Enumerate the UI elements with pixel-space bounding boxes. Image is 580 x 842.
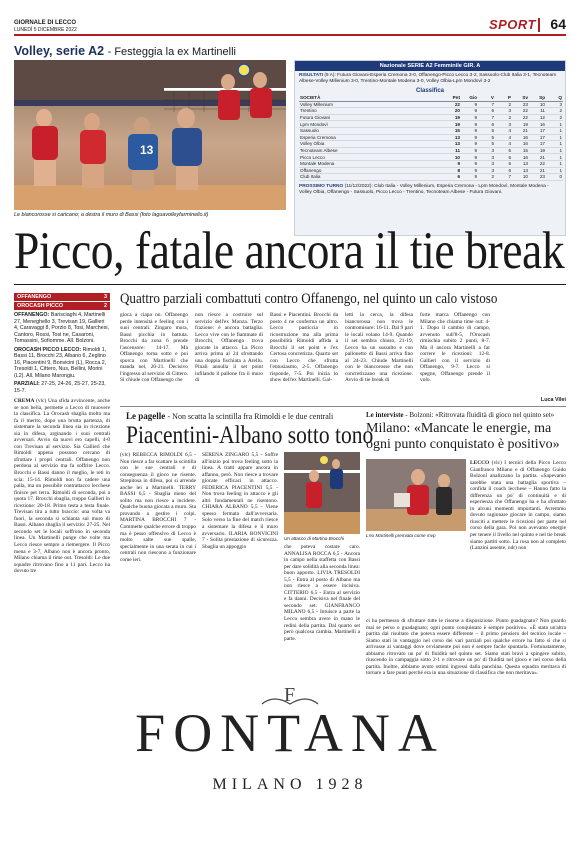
standings-column-header: SOCIETÀ xyxy=(299,95,444,102)
table-row xyxy=(299,154,563,161)
monogram-letter: F xyxy=(284,684,296,706)
author-signature: Luca Vilei xyxy=(540,397,566,403)
mvp-photo-image xyxy=(366,459,466,531)
stat-cell: 22 xyxy=(512,108,529,115)
stat-cell: 9 xyxy=(461,121,478,128)
stat-cell: 16 xyxy=(512,141,529,148)
results-text xyxy=(295,71,565,87)
stat-cell: 19 xyxy=(444,121,461,128)
stat-cell: 3 xyxy=(495,108,512,115)
stat-cell: 3 xyxy=(495,121,512,128)
stat-cell: 13 xyxy=(512,160,529,167)
article-col-5: letti la cerca, la difesa biancorossa non trova le contromisure: 16-11. Dal 9 pari le locali volano 14-9. Quando il set sembra chiuso, 21-19, Lecco ha un sussulto e con pallonetto di Bassi arriva fino al 24-23. Chiude Martinelli con le biancorosse che non concretizzano una ricezione. Avvio di tie break di xyxy=(345,312,413,384)
results-label: RISULTATI xyxy=(299,73,323,78)
stat-cell: 10 xyxy=(444,154,461,161)
brand-tagline: MILANO 1928 xyxy=(212,776,368,793)
standings-title: Classifica xyxy=(415,87,445,94)
team-cell: Picco Lecco xyxy=(299,154,444,161)
stat-cell: 13 xyxy=(444,141,461,148)
standings-header: Nazionale SERIE A2 Femminile GIR. A xyxy=(295,61,565,71)
team-cell: Club Italia xyxy=(299,174,444,181)
stat-cell: 6 xyxy=(478,121,495,128)
team-cell: Montale Modena xyxy=(299,160,444,167)
stat-cell: 10 xyxy=(529,101,546,108)
stat-cell: 0 xyxy=(546,174,563,181)
standings-column-header: Gio xyxy=(461,95,478,102)
team-score: 3 xyxy=(104,294,107,300)
stat-cell: 1 xyxy=(546,141,563,148)
stat-cell: 22 xyxy=(444,101,461,108)
team-cell: Sassuolo xyxy=(299,127,444,134)
table-row xyxy=(299,101,563,108)
kicker-main: Volley, serie A2 xyxy=(14,44,105,58)
standings-column-header: Pnt xyxy=(444,95,461,102)
interview-kicker-sub: - Bolzoni: «Ritrovata fluidità di gioco nel quinto set» xyxy=(405,411,555,419)
interview-col-side xyxy=(470,460,566,616)
stat-cell: 15 xyxy=(444,127,461,134)
stat-cell: 5 xyxy=(478,127,495,134)
pagelle-col-3: che poteva costare caro. ANNALISA ROCCA 6,5 - Ancora in campo nella staffetta con Bassi per dare solidità alla seconda linea: buon apporto. LIVIA TRESOLDI 5,5 - Entra al posto di Albano ma non riesce a essere incisiva. CITTERIO 6,5 - Entra al servizio e fa danni. Decisiva nel finale del secondo set. GIANFRANCO MILANO 6,5 - Intuisce a parte la Lecco sembra avere in mano le redini della partita. Dal quarto set però qualcosa cambia. Martinelli a parte. xyxy=(284,544,360,642)
stat-cell: 3 xyxy=(546,101,563,108)
stat-cell: 9 xyxy=(461,174,478,181)
stat-cell: 2 xyxy=(546,114,563,121)
stat-cell: 2 xyxy=(478,174,495,181)
stat-cell: 9 xyxy=(461,101,478,108)
dateline: LECCO xyxy=(470,460,490,466)
stat-cell: 9 xyxy=(461,167,478,174)
volley-photo xyxy=(14,60,286,210)
standings-table xyxy=(299,95,563,181)
stat-cell: 1 xyxy=(546,167,563,174)
photo-caption: Le biancorosse si caricano; a destra il muro di Bassi (foto laguavolleyfarminello.it) xyxy=(14,212,209,218)
volley-match-image xyxy=(14,60,286,210)
stat-cell: 1 xyxy=(546,147,563,154)
team-score: 2 xyxy=(104,303,107,309)
article-deck: Quattro parziali combattuti contro Offanengo, nel quinto un calo vistoso xyxy=(120,291,498,307)
stat-cell: 9 xyxy=(461,127,478,134)
interview-kicker xyxy=(366,411,554,419)
lineup-body: Barisciaghi 4, Martinelli 27, Meneghello 3, Trevisan 19, Gallieri 4, Caravaggi 8, Porzio 8, Tosi, Marchesi, Cantoro, Rossi, Tosi ne, Casaroni, Tomassini, Sofiomme. All. Bolzoni. xyxy=(14,312,109,344)
stat-cell: 3 xyxy=(478,160,495,167)
stat-cell: 1 xyxy=(546,121,563,128)
article-col-4: Bassi e Piacentini. Brocchi da posto 4 ne conferma un altro. Lecco pasticcia in ricostruzione ma alla prima possibilità Rimoldi affida a Brocchi il set point e l'ex Certosa concretizza. Quarto set con Lecco che sfrutta l'entusiasmo, 2-5. Offanengo risponde, 7-5. Poi inizia lo show dell'ex Martinelli. Gal- xyxy=(270,312,338,384)
results-body: (9 A): Futura Giovani-Esperia Cremona 3-0, Offanengo-Picco Lecco 3-2, Sassuolo-Club Italia 3-1, Tecnoteam Albese-Volley Millenium 3-0, Trentino-Montale Modena 3-0, Volley Olbia-Lpm Mondovì 3-2 xyxy=(299,73,557,84)
table-row xyxy=(299,160,563,167)
page-number: 64 xyxy=(550,16,566,32)
article-col-6: forte marca Offanengo con Milano che chiama time out: 4-1. Dopo il cambio di campo, avvenuto sull'8-5, l'Orocash rimischia subito 2 punti, 8-7. Ma il ancora Martinelli a far correre le ricezioni: 12-8. Gallieri con il servizio di Offanengo, 9-7. Lecco si spegne, Offanengo prende il volo. xyxy=(420,312,490,384)
pagelle-col-1: (vlc) REBECCA RIMOLDI 6,5 - Non riesce a far scattare la scintilla con le sue centrali e di conseguenza il gioco ne risente. Strepitosa in difesa, poi si arrende anche lei a Martinelli. TERRY BASSI 6,5 - Sbaglia meno del solito ma non riesce a incidere. Qualche buona giocata a muro. Sta provando a gestire i colpi. MARTINA BROCCHI 7 - Commette qualche errore di troppo ma è pesso offensivo di Lecco è molto salte sue spalle, specialmente in una serata in cui i centrali non riescono a funzionare come ieri. xyxy=(120,452,196,563)
mvp-photo xyxy=(366,459,466,531)
mvp-photo-caption: L'ex Martinelli premiata come mvp xyxy=(366,533,436,538)
pagelle-col-2: SERENA ZINGARO 5,5 - Soffre all'inizio poi trova feeling sotto la linea. A tratti appare ancora in affanno, però. Non riesce a trovare giocate efficaci in attacco. FEDERICA PIACENTINI 5,5 - Non trova feeling in attacco e gli altri fondamentali ne risentono. CHIARA ALBANO 5,5 - Viene spesso fermata dall'avversaria. Solo verso la fine del match riesce a sistemare la difesa e il muro avversario. ILARIA BONVICINI 7 - Solita prestazione di sicurezza. Sbaglia un appoggio xyxy=(202,452,278,550)
stat-cell: 10 xyxy=(512,174,529,181)
stat-cell: 6 xyxy=(495,167,512,174)
lineup-label: OFFANENGO: xyxy=(14,312,50,318)
interview-text: (vlc) I tecnici della Picco Lecco Gianfranco Milano e di Offanengo Guido Bolzoni analizzano la partita. «Sapevamo sarebbe stata una battaglia sportiva – confida il coach lecchese – Hanno fatto la differenza un po' di continuità e di esperienza che Offanengo ha e ha sfruttato in alcuni momenti importanti. Avremmo dovuto ragionare giocare in campo, siamo riusciti a mettere le ricezioni per parte nel corso della gara. Poi non avevamo energie per tenere il livello nel quinto e nel tie break siamo partiti sotto. La rosa non al completo (Lanzini assente, ndr) non xyxy=(470,460,566,552)
team-name: OFFANENGO xyxy=(17,294,52,300)
newspaper-name: GIORNALE DI LECCO xyxy=(14,20,77,26)
stat-cell: 7 xyxy=(478,114,495,121)
stat-cell: 1 xyxy=(546,134,563,141)
stat-cell: 9 xyxy=(461,108,478,115)
stat-cell: 2 xyxy=(495,114,512,121)
standings-column-header: Sv xyxy=(512,95,529,102)
standings-column-header: V xyxy=(478,95,495,102)
team-cell: Offanengo xyxy=(299,167,444,174)
attack-photo xyxy=(284,452,360,534)
stat-cell: 19 xyxy=(529,147,546,154)
article-col-2: gioca a ciapa no. Offanengo perde intensità e feeling con i suoi centrali. Zingaro mura, Bassi picchia in battuta. Brocchi da zona 6 prende l'ascensore: 14-17. Ma Offanengo torna sotto e poi sporca con Martinelli che manda nel, 20-21. Decisivo l'ingresso al servizio di Cittero. Si chiude con Offanengo che xyxy=(120,312,188,384)
table-row xyxy=(299,174,563,181)
team-cell: Futura Giovani xyxy=(299,114,444,121)
stat-cell: 9 xyxy=(461,160,478,167)
standings-column-header: Q xyxy=(546,95,563,102)
lineup-offanengo xyxy=(14,312,110,345)
stat-cell: 17 xyxy=(529,134,546,141)
table-row xyxy=(299,141,563,148)
stat-cell: 22 xyxy=(512,114,529,121)
stat-cell: 9 xyxy=(461,134,478,141)
table-row xyxy=(299,114,563,121)
pagelle-kicker-main: Le pagelle xyxy=(126,411,166,421)
dateline: CREMA xyxy=(14,398,35,404)
stat-cell: 2 xyxy=(546,108,563,115)
pagelle-kicker xyxy=(126,411,333,421)
main-headline: Picco, fatale ancora il tie break xyxy=(14,222,565,280)
headline-rule xyxy=(14,284,566,285)
next-round-text xyxy=(295,182,565,198)
team-cell: Volley Olbia xyxy=(299,141,444,148)
table-row xyxy=(299,127,563,134)
stat-cell: 7 xyxy=(478,101,495,108)
stat-cell: 4 xyxy=(495,127,512,134)
stat-cell: 9 xyxy=(461,154,478,161)
stat-cell: 4 xyxy=(495,134,512,141)
header-rule xyxy=(14,34,566,36)
stat-cell: 3 xyxy=(478,167,495,174)
stat-cell: 16 xyxy=(512,154,529,161)
stat-cell: 11 xyxy=(529,108,546,115)
team-cell: Lpm Mondovì xyxy=(299,121,444,128)
lineup-picco xyxy=(14,347,110,380)
table-row xyxy=(299,147,563,154)
standings-body xyxy=(299,101,563,180)
pagelle-headline: Piacentini-Albano sotto tono xyxy=(126,422,374,449)
stat-cell: 6 xyxy=(478,108,495,115)
stat-cell: 9 xyxy=(461,147,478,154)
section-divider xyxy=(538,18,540,32)
stat-cell: 5 xyxy=(478,141,495,148)
stat-cell: 7 xyxy=(495,174,512,181)
stat-cell: 17 xyxy=(529,141,546,148)
article-col-3: non riesce a costruire sul servizio dell'ex Monza. Terzo frazione: è ancora battaglia. Lecco vive con le fiammate di Brocchi, Offanengo trova giocate in attacco. La Picco arriva prima al 24 sfruttando una doppia fischiata a Arellu. Pinali annulla il set point infilando il pallone fra il muro di xyxy=(195,312,263,384)
kicker-sub: - Festeggia la ex Martinelli xyxy=(107,46,236,58)
standings-column-header: Sp xyxy=(529,95,546,102)
stat-cell: 9 xyxy=(461,141,478,148)
stat-cell: 19 xyxy=(444,114,461,121)
score-row xyxy=(14,302,110,310)
stat-cell: 1 xyxy=(546,160,563,167)
stat-cell: 21 xyxy=(529,167,546,174)
stat-cell: 20 xyxy=(444,108,461,115)
lineup-body: Rimoldi 1, Bassi 11, Brocchi 23, Albano 6, Zeglino 16, Piacentini 9, Bonvicini (L), Rocca 2, Tresoldi 1, Cittero, Nus, Bellini, Morini (L2). All. Milano Marongiu. xyxy=(14,346,107,379)
stat-cell: 22 xyxy=(529,160,546,167)
interview-headline: Milano: «Mancate le energie, ma ogni punto conquistato è positivo» xyxy=(366,421,560,452)
stat-cell: 1 xyxy=(546,154,563,161)
team-cell: Trentino xyxy=(299,108,444,115)
stat-cell: 3 xyxy=(478,154,495,161)
standings-column-header: P xyxy=(495,95,512,102)
partials-label: PARZIALI: xyxy=(14,381,40,387)
stat-cell: 6 xyxy=(495,154,512,161)
standings-box xyxy=(294,60,566,236)
stat-cell: 6 xyxy=(495,147,512,154)
stat-cell: 16 xyxy=(529,121,546,128)
stat-cell: 23 xyxy=(512,101,529,108)
score-box xyxy=(14,293,110,394)
next-round-label: PROSSIMO TURNO xyxy=(299,183,344,189)
section-label: SPORT xyxy=(488,17,536,32)
table-row xyxy=(299,167,563,174)
stat-cell: 3 xyxy=(478,147,495,154)
stat-cell: 15 xyxy=(512,147,529,154)
stat-cell: 19 xyxy=(512,121,529,128)
stat-cell: 4 xyxy=(495,141,512,148)
article-col-1 xyxy=(14,398,110,672)
stat-cell: 1 xyxy=(546,127,563,134)
stat-cell: 9 xyxy=(461,114,478,121)
stat-cell: 17 xyxy=(529,127,546,134)
attack-photo-caption: Un attacco di Martina Brocchi xyxy=(284,536,344,541)
stat-cell: 12 xyxy=(529,114,546,121)
table-row xyxy=(299,121,563,128)
stat-cell: 2 xyxy=(495,101,512,108)
stat-cell: 6 xyxy=(495,160,512,167)
stat-cell: 13 xyxy=(512,167,529,174)
stat-cell: 11 xyxy=(444,147,461,154)
team-name: OROCASH PICCO xyxy=(17,303,64,309)
team-cell: Volley Millenium xyxy=(299,101,444,108)
top-kicker xyxy=(14,44,236,58)
lineup-label: OROCASH PICCO LECCO: xyxy=(14,346,82,353)
next-round-body: (11/12/2022): Club Italia - Volley Millenium, Esperia Cremona - Lpm Mondovì, Montale Modena - Volley Olbia, Offanengo - Sassuolo, Picco Lecco - Trentino, Tecnoteam Albese - Futura Giovani. xyxy=(299,183,549,195)
interview-col-bottom: ci ha permesso di sfruttare tutte le risorse a disposizione. Punto guadagnato? Non guardo mai se perso o guadagnato; ogni punto conquistato è sempre positivo». «È stata un'altra partita dal risultato che poteva essere differente – il primo pensiero del tecnico locale – Siamo stati in vantaggio nel corso dei vari parziali poi qualche errore ha fatto sì che si arrivasse ai vantaggi dove ovviamente poi non è sempre facile spuntarla. Fortunatamente, abbiamo ritrovato un po' di fluidità nel quinto set. Siamo stati bravi a spingere subito, riuscendo in campaggia sotto 2-1 e ritrovare un po' di fluidità nel gioco e nel corso della partita. Inoltre, abbiamo avuto ottimi ingressi dalla panchina. Questa squadra meritava di tornare a fare punti perché era in una situazione di classifica che non meritava». xyxy=(366,618,566,677)
partials xyxy=(14,381,110,394)
table-row xyxy=(299,108,563,115)
stat-cell: 6 xyxy=(444,174,461,181)
pagelle-kicker-sub: - Non scatta la scintilla fra Rimoldi e le due centrali xyxy=(167,412,334,421)
attack-photo-image xyxy=(284,452,360,534)
brand-name: FONTANA xyxy=(135,703,445,763)
stat-cell: 23 xyxy=(529,174,546,181)
issue-date: LUNEDÌ 5 DICEMBRE 2022 xyxy=(14,27,77,33)
stat-cell: 21 xyxy=(512,127,529,134)
team-cell: Tecnoteam Albese xyxy=(299,147,444,154)
interview-kicker-main: Le interviste xyxy=(366,411,404,419)
stat-cell: 9 xyxy=(444,160,461,167)
svg-text:13: 13 xyxy=(140,143,154,157)
stat-cell: 16 xyxy=(512,134,529,141)
score-row xyxy=(14,293,110,301)
team-cell: Esperia Cremona xyxy=(299,134,444,141)
stat-cell: 13 xyxy=(444,134,461,141)
stat-cell: 8 xyxy=(444,167,461,174)
article-text: (vlc) Una sfida avvincente, anche se non bella, permette a Lecco di muovere la classifica. La Orocash sbaglia molto ma fa il merito, dopo una brutta partenza, di sistemare la seconda linea sia in ricezione sia in difesa, arginando i suoi centrali avversari. Avvio da nuovi ero capelli, 4-0 con Trevisan al servizio. Sia Gallieri che Rimoldi appena possono cercano di sfruttare i propri centrali. Offanengo non perdona al servizio ma fa soffrire Lecco. Brocchi e Bassi danno il meglio, le reti in scia: 15-14. Rimoldi non fa cadere una palla, ma un possibile contrattacco lecchese finisce per terra. Rimoldi di seconda, poi a quota 17. Brocchi sbaglia, troppo Gallieri in ricezione: 20-18. Primo testa a testa finale. Trevisan tira a tutto braccio: una volta va fuori, la seconda si schianta sul muro di Bassi. Albano sbaglia il servizio: 27-25. Nel secondo set le locali soffrono in seconda linea. Un Martinelli punge che volte ma Lecco riesce sempre a riemergere. Il Picco mena e 3-7, Albano non è ancora pronto, Milano chiama il time out. Tresoldi: Le due squadre ritrovano fino a 11 pari. Lecco ha dovuto tre xyxy=(14,398,110,575)
section-rule xyxy=(120,406,566,407)
stat-cell: 5 xyxy=(478,134,495,141)
partials-body: 27-25, 24-26, 25-27, 25-23, 15-7. xyxy=(14,381,106,394)
table-row xyxy=(299,134,563,141)
stat-cell: 21 xyxy=(529,154,546,161)
